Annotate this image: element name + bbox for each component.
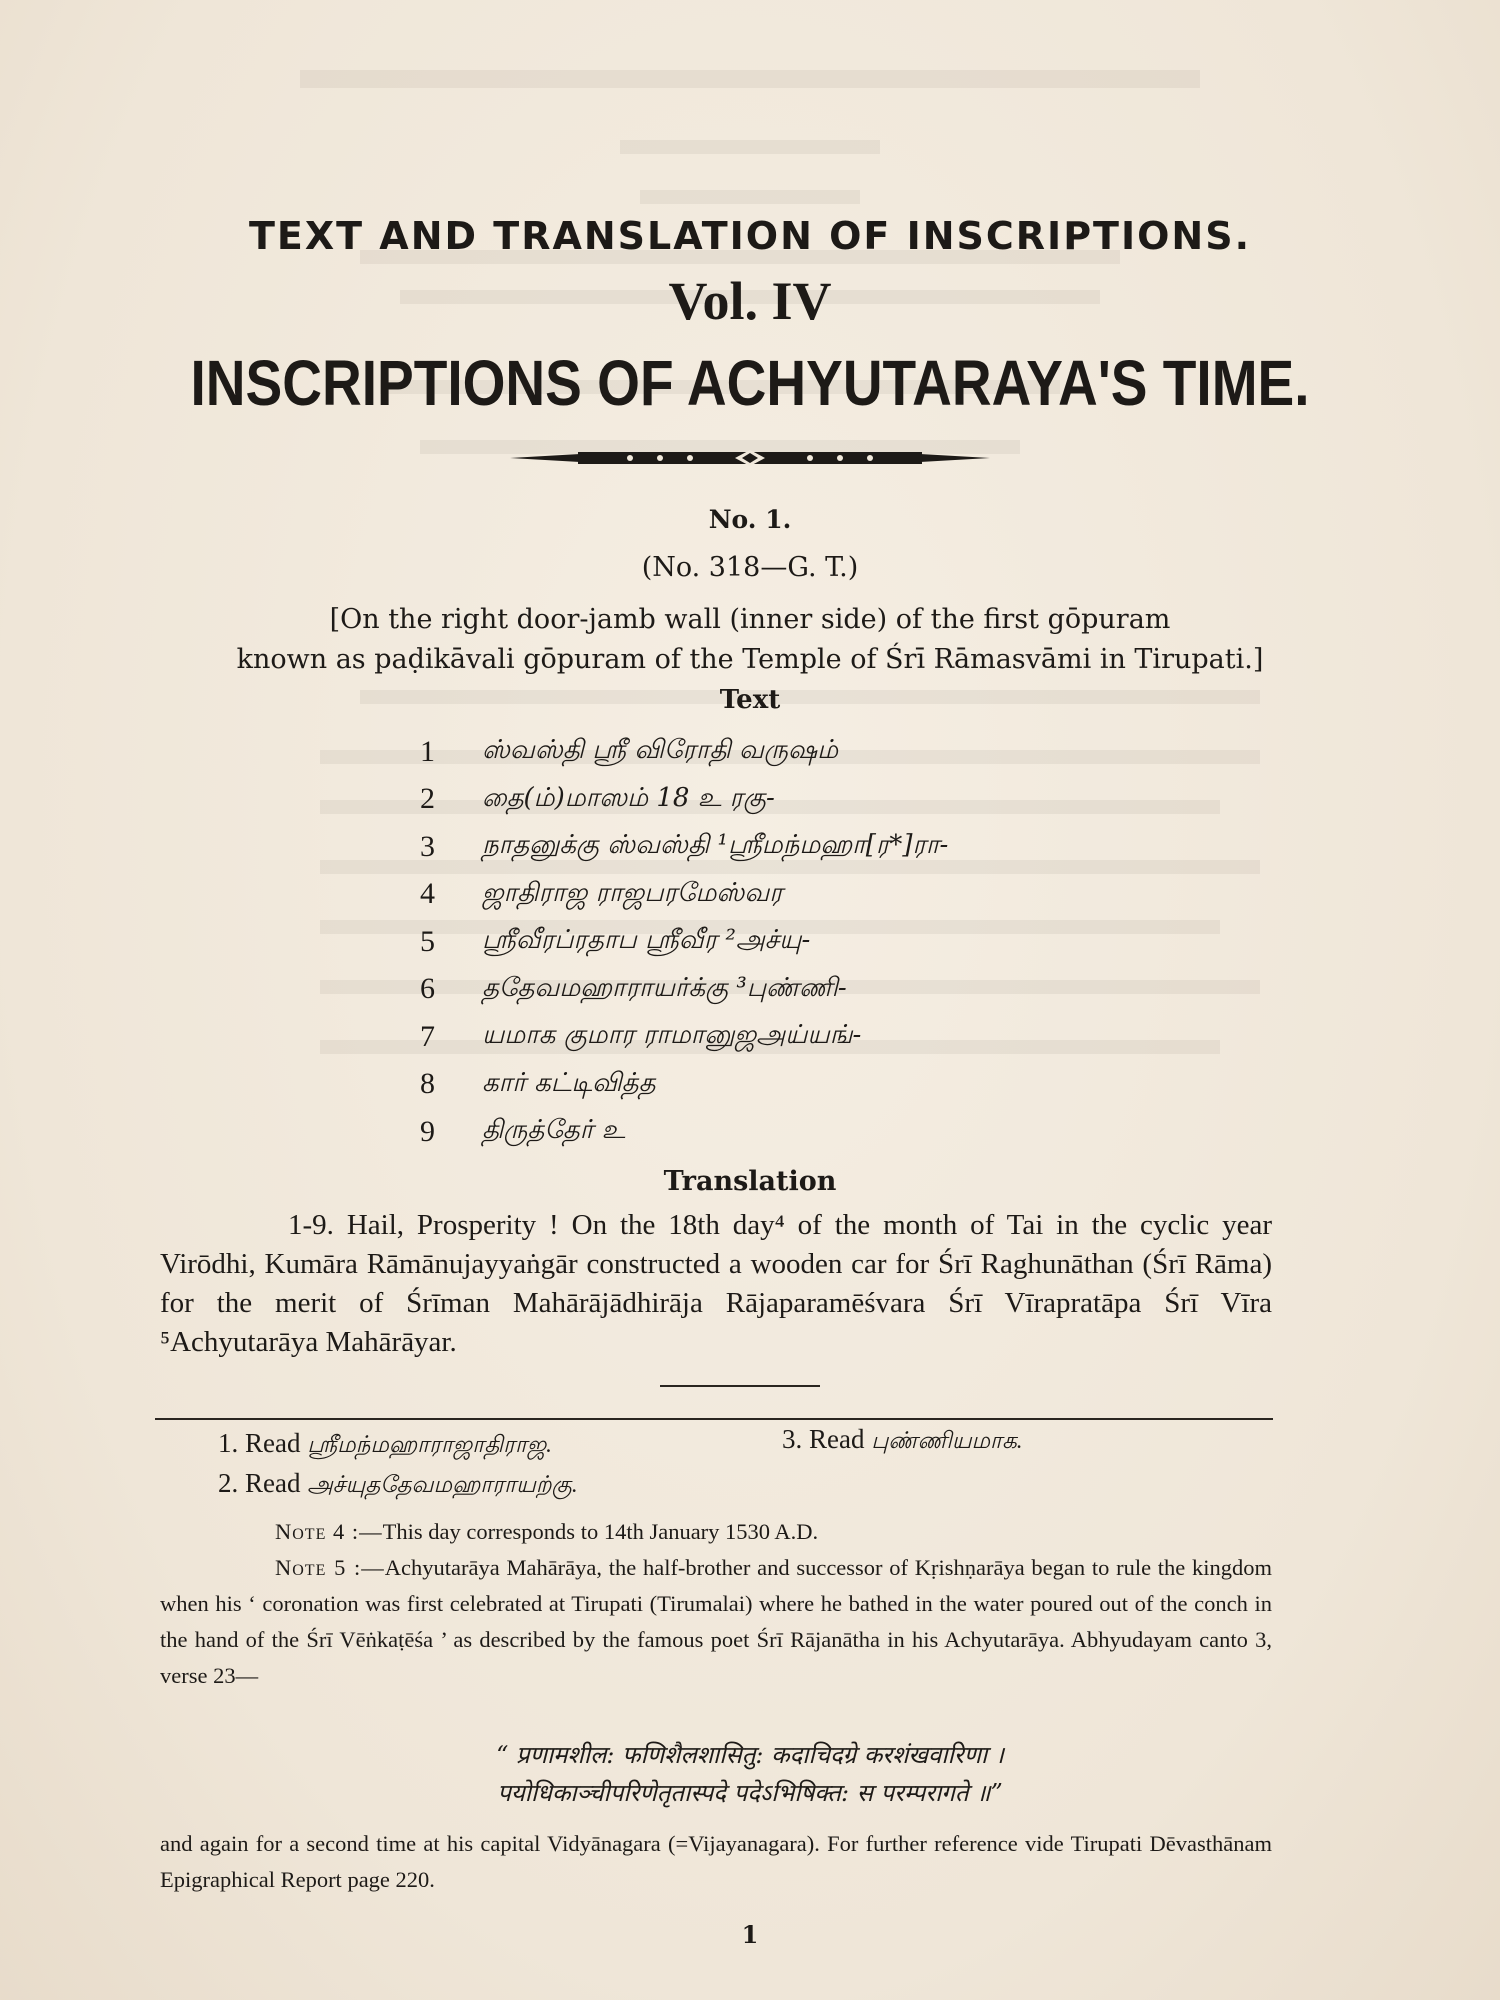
text-line [420,871,1120,919]
note-4-text: This day corresponds to 14th January 1530 A.D. [382,1519,819,1544]
footnote-2-label: 2. Read [218,1468,301,1498]
ornament-icon [510,443,990,473]
short-divider [660,1385,820,1387]
closing-paragraph: and again for a second time at his capital Vidyānagara (=Vijayanagara). For further reference vide Tirupati Dēvasthānam Epigraphical Report page 220. [160,1831,1272,1892]
line-number: 3 [420,829,435,863]
text-line [420,776,1120,824]
text-line [420,1013,1120,1061]
text-line [420,966,1120,1014]
text-line [420,823,1120,871]
line-number: 7 [420,1019,435,1053]
location-line-1: [On the right door-jamb wall (inner side) of the first gōpuram [329,604,1171,635]
line-text: ஸ்ரீவீரப்ரதாப ஸ்ரீவீர ²அச்யு- [482,925,811,956]
line-number: 9 [420,1114,435,1148]
footnote-2-value: அச்யுததேவமஹாராயற்கு. [307,1472,578,1497]
volume-label: Vol. IV [668,271,832,331]
footnote-1 [218,1428,552,1461]
ornament-divider [0,443,1500,473]
line-text: திருத்தேர் உ [482,1115,626,1146]
text-line [420,918,1120,966]
line-number: 1 [420,734,435,768]
footnote-3-value: புண்ணியமாக. [871,1428,1023,1453]
page-number: 1 [741,1920,759,1949]
footnote-divider [155,1418,1273,1420]
verse-line-2: पयोधिकाञ्चीपरिणेतृतास्पदे पदेऽभिषिक्त: स परम्परागते ॥” [497,1779,1003,1807]
note-5-text: Achyutarāya Mahārāya, the half-brother and successor of Kṛishṇarāya began to rule the kingdom when his ‘ coronation was first celebrated at Tirupati (Tirumalai) where he bathed in the water poured out of the conch in the hand of the Śrī Vēṅkaṭēśa ’ as described by the famous poet Śrī Rājanātha in his Achyutarāya. Abhyudayam canto 3, verse 23— [160,1555,1272,1688]
footnote-1-label: 1. Read [218,1428,301,1458]
translation-heading: Translation [663,1166,837,1197]
line-text: ததேவமஹாராயர்க்கு ³புண்ணி- [482,972,847,1003]
line-number: 8 [420,1067,435,1101]
verse-line-1: “ प्रणामशील: फणिशैलशासितु: कदाचिदग्रे करशंखवारिणा । [496,1741,1004,1769]
line-text: ஸ்வஸ்தி ஸ்ரீ விரோதி வருஷம் [482,735,839,766]
inscription-location [0,600,1500,680]
footnote-2 [218,1468,578,1501]
line-text: யமாக குமார ராமானுஜஅய்யங்- [482,1020,862,1051]
translation-line-ref: 1-9. [288,1209,334,1241]
translation-paragraph [160,1206,1272,1362]
footnote-1-value: ஸ்ரீமந்மஹாராஜாதிராஜ. [307,1432,552,1457]
inscription-reference: (No. 318—G. T.) [641,552,859,583]
text-line [420,1061,1120,1109]
inscription-text-lines [420,728,1120,1156]
footnote-3-label: 3. Read [782,1424,865,1454]
line-text: ஜாதிராஜ ராஜபரமேஸ்வர [482,877,783,908]
line-number: 5 [420,924,435,958]
line-text: கார் கட்டிவித்த [482,1067,656,1098]
document-subtitle: INSCRIPTIONS OF ACHYUTARAYA'S TIME. [190,347,1310,419]
line-number: 2 [420,782,435,816]
document-title: TEXT AND TRANSLATION OF INSCRIPTIONS. [248,214,1252,258]
text-heading: Text [719,685,781,715]
line-number: 6 [420,972,435,1006]
line-text: தை(ம்)மாஸம் 18 உ ரகு- [482,782,775,813]
translation-text: Hail, Prosperity ! On the 18th day⁴ of the month of Tai in the cyclic year Virōdhi, Kumāra Rāmānujayyaṅgār constructed a wooden car for Śrī Raghunāthan (Śrī Rāma) for the merit of Śrīman Mahārājādhirāja Rājaparamēśvara Śrī Vīrapratāpa Śrī Vīra ⁵Achyutarāya Mahārāyar. [160,1209,1273,1358]
note-5 [160,1550,1272,1694]
text-line [420,1108,1120,1156]
line-number: 4 [420,877,435,911]
note-5-label: Note 5 :— [275,1555,385,1580]
text-line [420,728,1120,776]
footnote-3 [782,1424,1023,1457]
inscription-number: No. 1. [708,505,792,534]
location-line-2: known as paḍikāvali gōpuram of the Temple of Śrī Rāmasvāmi in Tirupati.] [236,644,1264,675]
note-4-label: Note 4 :— [275,1519,383,1544]
line-text: நாதனுக்கு ஸ்வஸ்தி ¹ஸ்ரீமந்மஹா[ர*]ரா- [482,830,949,861]
sanskrit-verse [0,1736,1500,1812]
note-4 [160,1514,1272,1550]
